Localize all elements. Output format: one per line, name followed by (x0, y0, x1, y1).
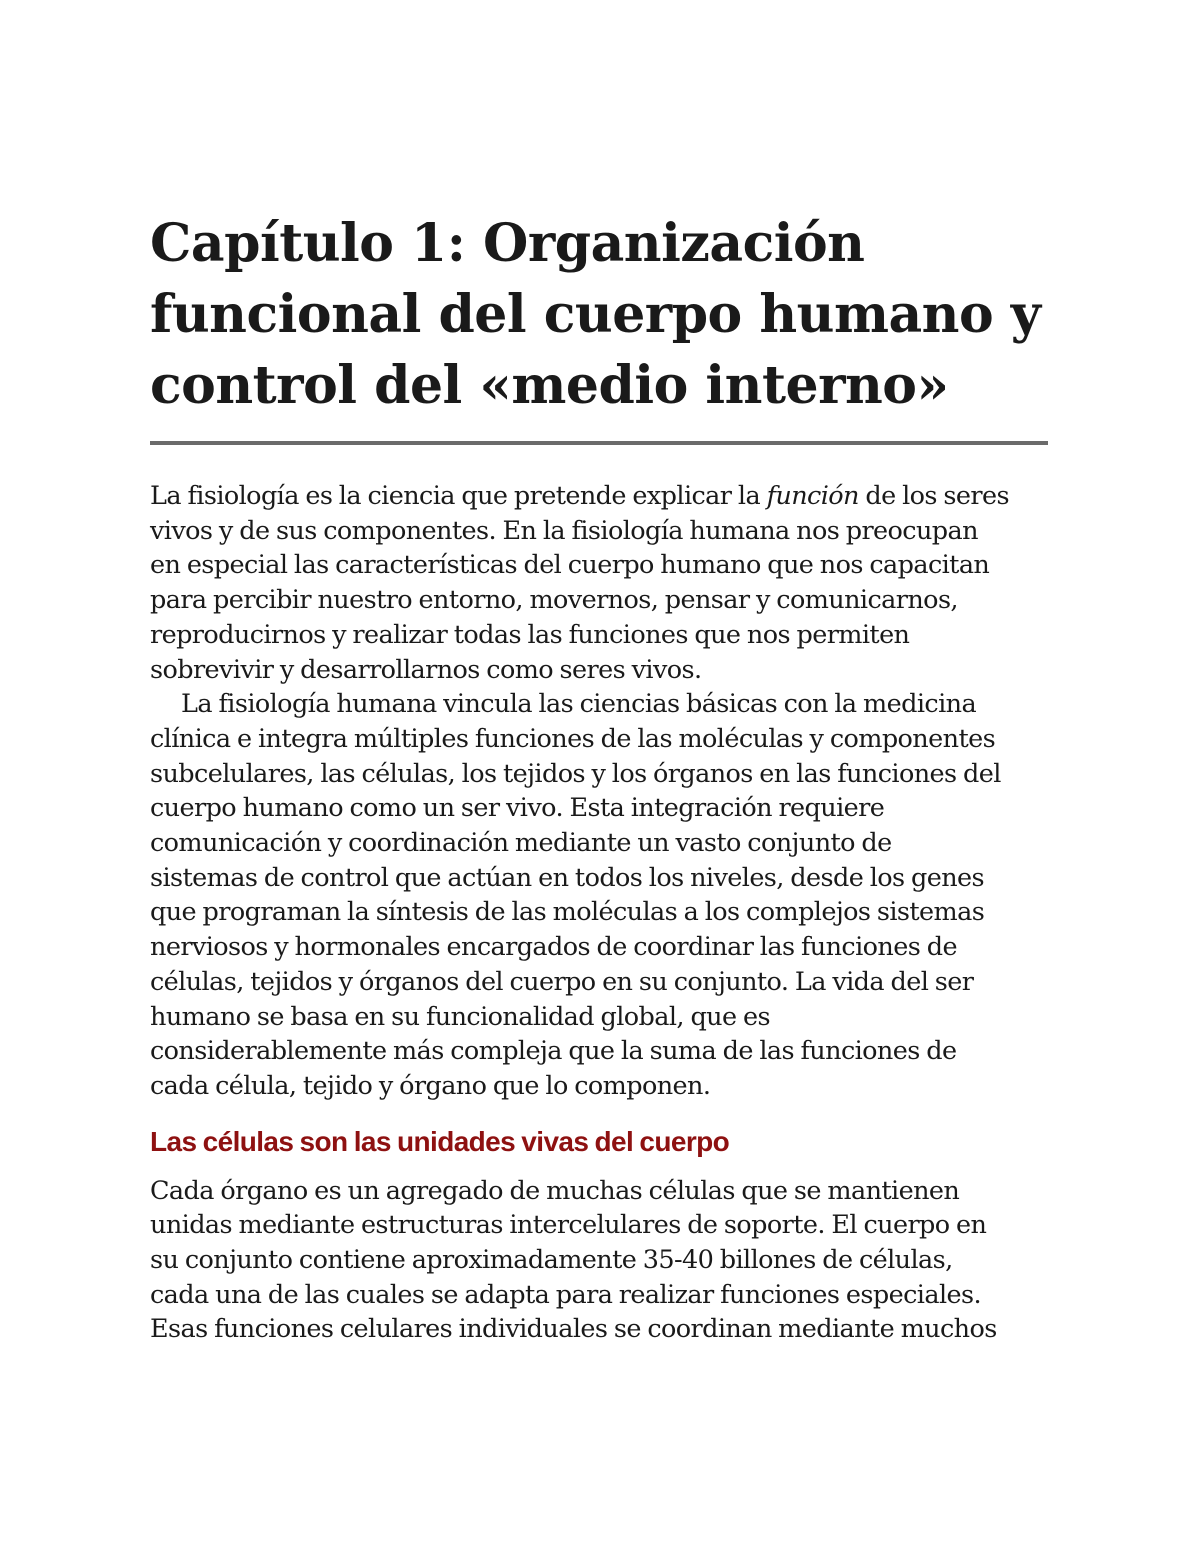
text-line: cuerpo humano como un ser vivo. Esta integración requiere (150, 793, 885, 824)
text-line: vivos y de sus componentes. En la fisiología humana nos preocupan (150, 515, 978, 546)
chapter-title (150, 208, 1050, 421)
chapter-title-line: funcional del cuerpo humano y (150, 284, 1041, 345)
text-line: cada célula, tejido y órgano que lo componen. (150, 1070, 711, 1101)
text-line: humano se basa en su funcionalidad global, que es (150, 1001, 770, 1032)
text-line: Cada órgano es un agregado de muchas células que se mantienen (150, 1175, 960, 1206)
text-line: nerviosos y hormonales encargados de coordinar las funciones de (150, 932, 957, 963)
text-line: Esas funciones celulares individuales se coordinan mediante muchos (150, 1314, 997, 1345)
text-line: para percibir nuestro entorno, movernos, pensar y comunicarnos, (150, 585, 958, 616)
text-line: unidas mediante estructuras intercelulares de soporte. El cuerpo en (150, 1210, 987, 1241)
text-line: cada una de las cuales se adapta para realizar funciones especiales. (150, 1279, 981, 1310)
emphasized-term: función (766, 481, 859, 511)
text-line: La fisiología humana vincula las ciencias básicas con la medicina (181, 689, 977, 720)
text-line (150, 479, 1050, 514)
text-line: sistemas de control que actúan en todos los niveles, desde los genes (150, 862, 985, 893)
text-line: células, tejidos y órganos del cuerpo en su conjunto. La vida del ser (150, 966, 974, 997)
text-line: subcelulares, las células, los tejidos y los órganos en las funciones del (150, 758, 1001, 789)
text-line: considerablemente más compleja que la suma de las funciones de (150, 1036, 957, 1067)
text-segment: de los seres (858, 481, 1009, 511)
paragraph-intro (150, 479, 1050, 687)
body-text (150, 479, 1050, 1347)
text-line: que programan la síntesis de las moléculas a los complejos sistemas (150, 897, 985, 928)
title-divider (150, 441, 1048, 445)
paragraph-integration (150, 687, 1050, 1103)
section-heading: Las células son las unidades vivas del cuerpo (150, 1125, 730, 1157)
text-line: reproducirnos y realizar todas las funciones que nos permiten (150, 619, 910, 650)
document-page (150, 208, 1050, 1347)
text-line: sobrevivir y desarrollarnos como seres vivos. (150, 654, 702, 685)
paragraph-cells (150, 1174, 1050, 1348)
text-segment: La fisiología es la ciencia que pretende explicar la (150, 481, 767, 511)
text-line: clínica e integra múltiples funciones de las moléculas y componentes (150, 723, 996, 754)
text-line: comunicación y coordinación mediante un vasto conjunto de (150, 828, 892, 859)
chapter-title-line: Capítulo 1: Organización (150, 213, 865, 274)
chapter-title-line: control del «medio interno» (150, 355, 949, 416)
text-line: en especial las características del cuerpo humano que nos capacitan (150, 550, 990, 581)
text-line: su conjunto contiene aproximadamente 35-40 billones de células, (150, 1245, 953, 1276)
